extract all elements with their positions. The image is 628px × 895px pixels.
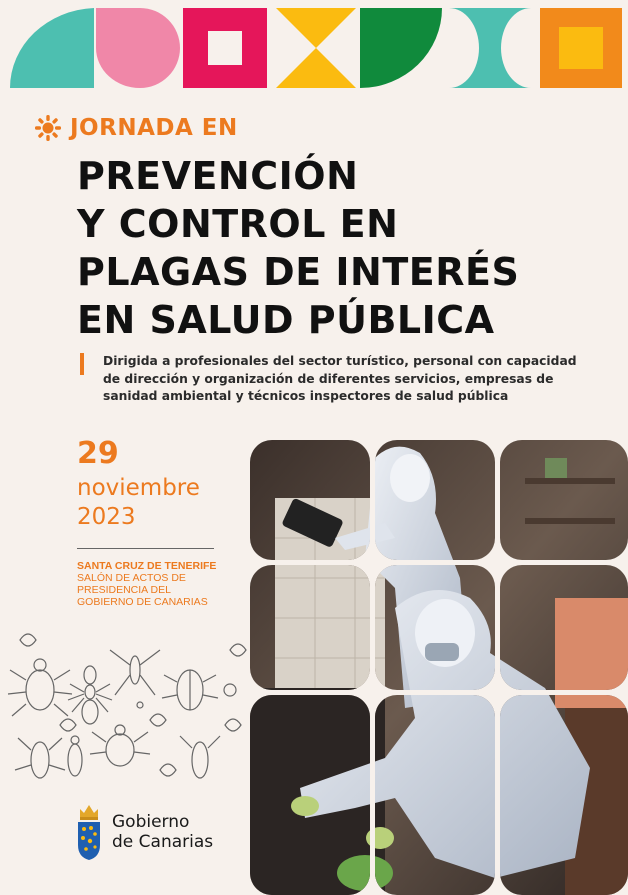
pink-round-shape — [96, 8, 180, 88]
description-line: de dirección y organización de diferentes servicios, empresas de — [103, 371, 554, 386]
logo-text — [112, 812, 213, 852]
insect-pattern — [0, 620, 250, 790]
description-line: Dirigida a profesionales del sector turístico, personal con capacidad — [103, 354, 577, 368]
event-city: SANTA CRUZ DE TENERIFE — [77, 560, 217, 572]
venue-line: GOBIERNO DE CANARIAS — [77, 596, 208, 608]
kicker — [34, 114, 238, 142]
event-month: noviembre — [77, 475, 200, 501]
venue-line: PRESIDENCIA DEL — [77, 584, 171, 596]
event-year: 2023 — [77, 504, 136, 530]
venue-line: SALÓN DE ACTOS DE — [77, 572, 186, 584]
gobierno-logo — [76, 803, 213, 861]
logo-line: de Canarias — [112, 832, 214, 852]
coat-of-arms-icon — [76, 803, 102, 861]
geometric-header — [0, 0, 628, 100]
teal-half-circle — [10, 8, 94, 88]
title-line: Y CONTROL EN — [77, 202, 399, 246]
title-line: PLAGAS DE INTERÉS — [77, 250, 520, 294]
event-location — [77, 560, 237, 608]
page-title — [77, 152, 597, 344]
logo-line: Gobierno — [112, 812, 190, 832]
photo-collage — [245, 438, 628, 895]
accent-bar — [80, 353, 84, 375]
description-line: sanidad ambiental y técnicos inspectores de salud pública — [103, 389, 509, 403]
kicker-text: JORNADA EN — [70, 115, 238, 141]
green-quarter — [360, 8, 442, 88]
title-line: PREVENCIÓN — [77, 154, 359, 198]
sun-icon — [34, 114, 62, 142]
yellow-hourglass — [276, 8, 356, 88]
divider — [77, 548, 214, 549]
title-line: EN SALUD PÚBLICA — [77, 298, 495, 342]
teal-double-arc — [449, 8, 531, 88]
description — [103, 353, 618, 406]
event-day: 29 — [77, 436, 119, 471]
